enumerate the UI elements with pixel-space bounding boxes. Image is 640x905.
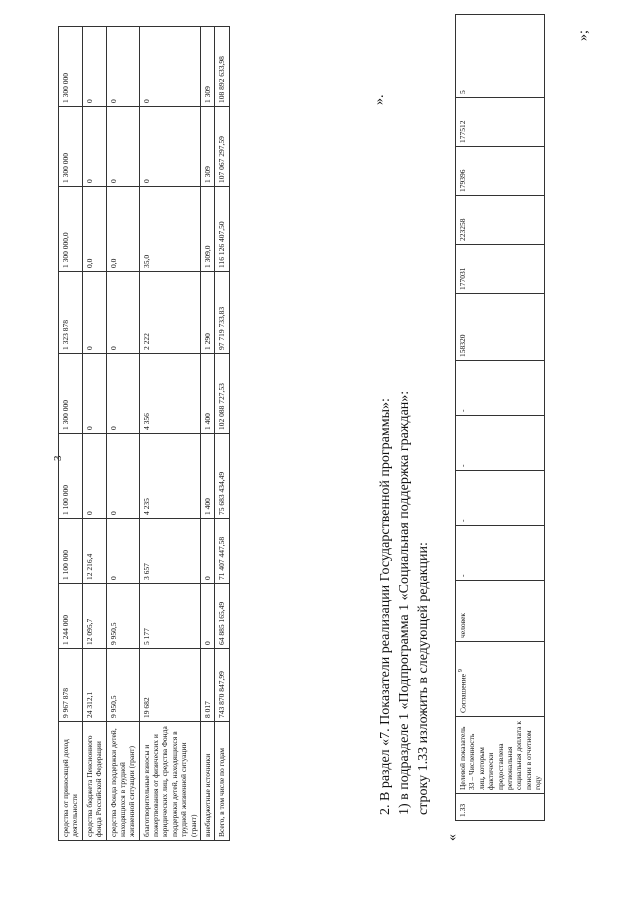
table-cell: 12 216,4 bbox=[82, 519, 106, 584]
indicator-value: 223258 bbox=[456, 196, 545, 245]
indicator-value: 179396 bbox=[456, 147, 545, 196]
table-cell: 0 bbox=[139, 107, 200, 187]
row-label: средства от приносящей доход деятельности bbox=[59, 722, 83, 841]
row-label: Всего, в том числе по годам bbox=[215, 722, 229, 841]
table-cell: 71 407 447,58 bbox=[215, 519, 229, 584]
table-row bbox=[82, 27, 106, 841]
table-cell: 8 017 bbox=[200, 649, 214, 722]
table-cell: 102 088 727,53 bbox=[215, 354, 229, 434]
table-cell: 2 222 bbox=[139, 272, 200, 354]
source-label: Соглашение bbox=[458, 674, 468, 713]
indicator-value: - bbox=[456, 416, 545, 471]
table-cell: 0 bbox=[82, 272, 106, 354]
table-cell: 9 950,5 bbox=[106, 584, 139, 649]
table-cell: 0 bbox=[106, 354, 139, 434]
table-cell: 1 300 000 bbox=[59, 27, 83, 107]
table-row bbox=[215, 27, 229, 841]
table-cell: 116 126 407,50 bbox=[215, 187, 229, 272]
table-cell: 743 870 847,99 bbox=[215, 649, 229, 722]
table-row bbox=[59, 27, 83, 841]
table-cell: 1 300 000,0 bbox=[59, 187, 83, 272]
footnote-mark: 9 bbox=[458, 669, 464, 673]
table-cell: 4 235 bbox=[139, 434, 200, 519]
table-cell: 9 950,5 bbox=[106, 649, 139, 722]
paragraph-instruction: строку 1.33 изложить в следующей редакции: bbox=[416, 542, 431, 815]
indicator-value: 158320 bbox=[456, 294, 545, 361]
table-cell: 0 bbox=[200, 584, 214, 649]
table-cell: 1 290 bbox=[200, 272, 214, 354]
table-cell: 97 719 733,83 bbox=[215, 272, 229, 354]
table-cell: 5 177 bbox=[139, 584, 200, 649]
table-cell: 0 bbox=[106, 519, 139, 584]
indicator-value: - bbox=[456, 526, 545, 581]
table-cell: 0 bbox=[106, 107, 139, 187]
table-cell: 0 bbox=[82, 354, 106, 434]
table-cell: 0 bbox=[139, 27, 200, 107]
table-cell: 64 885 165,49 bbox=[215, 584, 229, 649]
indicator-value: 177031 bbox=[456, 245, 545, 294]
table-row bbox=[200, 27, 214, 841]
table-cell: 0,0 bbox=[106, 187, 139, 272]
indicator-source bbox=[456, 642, 545, 717]
table-cell: 1 400 bbox=[200, 354, 214, 434]
table-cell: 0 bbox=[106, 434, 139, 519]
table-cell: 0,0 bbox=[82, 187, 106, 272]
indicator-table bbox=[455, 14, 545, 821]
row-label: внебюджетные источники bbox=[200, 722, 214, 841]
row-label: благотворительные взносы и пожертвования от физических и юридических лиц, средства Фонда поддержки детей, находящихся в трудной жизненной ситуации (грант) bbox=[139, 722, 200, 841]
indicator-name: Целевой показатель 33 – Численность лиц, которым фактически предоставлена региональная социальная доплата к пенсии в отчетном году bbox=[456, 717, 545, 794]
budget-table bbox=[58, 26, 230, 841]
table-cell: 24 312,1 bbox=[82, 649, 106, 722]
paragraph-section: 2. В раздел «7. Показатели реализации Государственной программы»: bbox=[378, 398, 393, 815]
closing-quote: ». bbox=[372, 94, 387, 105]
table-cell: 1 309 bbox=[200, 107, 214, 187]
table-cell: 75 683 434,49 bbox=[215, 434, 229, 519]
row-label: средства бюджета Пенсионного фонда Российской Федерации bbox=[82, 722, 106, 841]
paragraph-subsection: 1) в подразделе 1 «Подпрограмма 1 «Социальная поддержка граждан»: bbox=[397, 390, 412, 815]
table-cell: 107 067 297,59 bbox=[215, 107, 229, 187]
table-cell: 0 bbox=[200, 519, 214, 584]
table-row bbox=[106, 27, 139, 841]
table-cell: 1 300 000 bbox=[59, 107, 83, 187]
table-cell: 9 967 878 bbox=[59, 649, 83, 722]
table-cell: 0 bbox=[106, 272, 139, 354]
table-cell: 0 bbox=[82, 434, 106, 519]
table-cell: 1 100 000 bbox=[59, 434, 83, 519]
indicator-value: 177512 bbox=[456, 98, 545, 147]
table-cell: 35,0 bbox=[139, 187, 200, 272]
table-cell: 1 309,0 bbox=[200, 187, 214, 272]
table-cell: 19 682 bbox=[139, 649, 200, 722]
row-label: средства Фонда поддержки детей, находящихся в трудной жизненной ситуации (грант) bbox=[106, 722, 139, 841]
table-cell: 0 bbox=[82, 27, 106, 107]
table-cell: 3 657 bbox=[139, 519, 200, 584]
indicator-number: 1.33 bbox=[456, 794, 545, 821]
table-cell: 0 bbox=[106, 27, 139, 107]
indicator-value: - bbox=[456, 361, 545, 416]
page-number: 3 bbox=[52, 455, 64, 461]
table-cell: 0 bbox=[82, 107, 106, 187]
table-cell: 12 095,7 bbox=[82, 584, 106, 649]
table-row bbox=[139, 27, 200, 841]
opening-quote: « bbox=[445, 834, 460, 841]
indicator-value: - bbox=[456, 471, 545, 526]
end-mark: »; bbox=[576, 30, 591, 41]
table-cell: 1 244 000 bbox=[59, 584, 83, 649]
table-row bbox=[456, 15, 545, 821]
table-cell: 1 400 bbox=[200, 434, 214, 519]
table-cell: 1 309 bbox=[200, 27, 214, 107]
indicator-value: 5 bbox=[456, 15, 545, 98]
table-cell: 108 892 633,98 bbox=[215, 27, 229, 107]
indicator-unit: человек bbox=[456, 581, 545, 642]
table-cell: 4 356 bbox=[139, 354, 200, 434]
table-cell: 1 300 000 bbox=[59, 354, 83, 434]
table-cell: 1 323 878 bbox=[59, 272, 83, 354]
table-cell: 1 100 000 bbox=[59, 519, 83, 584]
